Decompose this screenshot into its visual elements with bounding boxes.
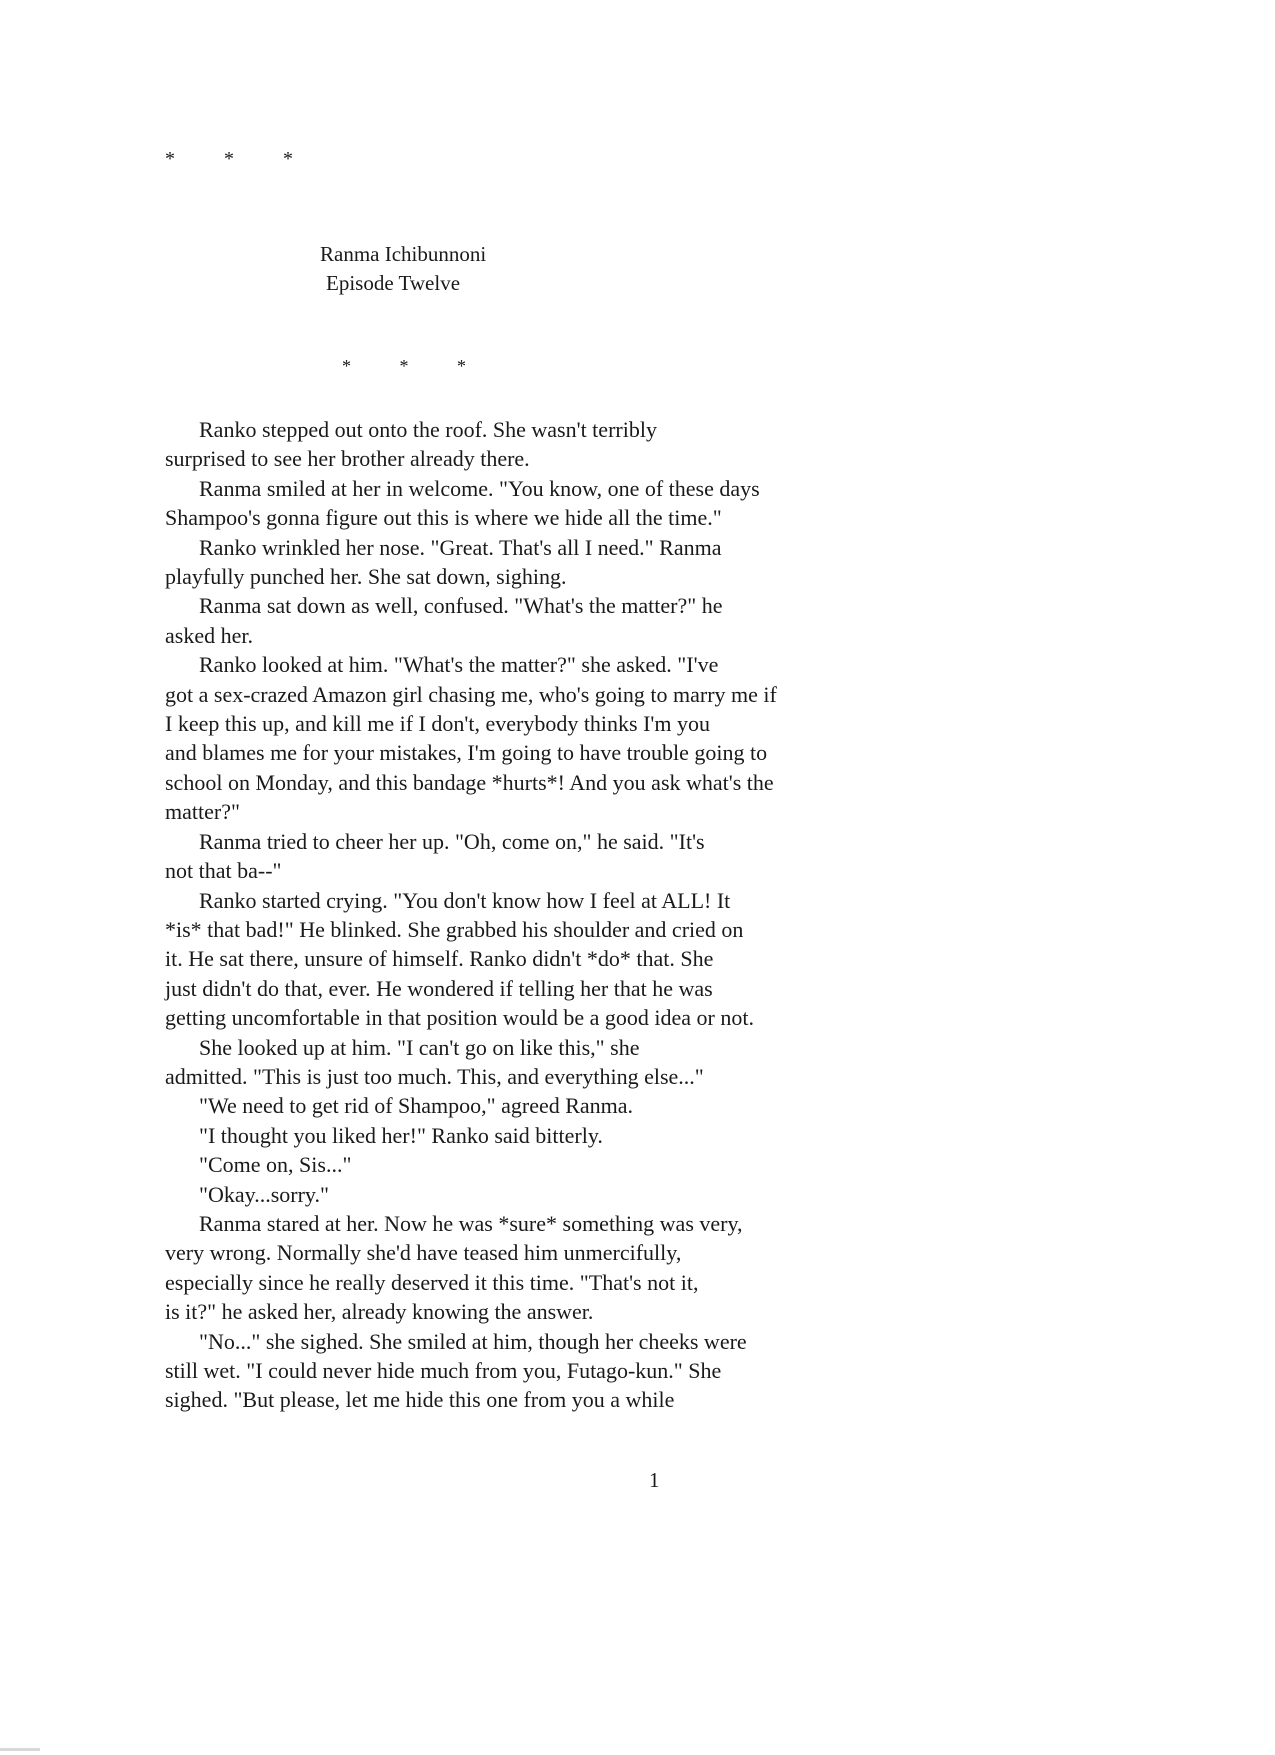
separator-mid: * * * — [342, 356, 488, 376]
story-body — [165, 415, 885, 1415]
body-line: just didn't do that, ever. He wondered if telling her that he was — [165, 975, 713, 1001]
body-line: school on Monday, and this bandage *hurts*! And you ask what's the — [165, 769, 774, 795]
title-block — [320, 240, 486, 298]
body-line: surprised to see her brother already there. — [165, 446, 530, 472]
scan-edge-mark — [0, 1748, 40, 1751]
title-line-1: Ranma Ichibunnoni — [320, 242, 487, 266]
title-line-2: Episode Twelve — [326, 271, 461, 295]
body-line: "No..." she sighed. She smiled at him, though her cheeks were — [199, 1328, 747, 1354]
body-line: getting uncomfortable in that position would be a good idea or not. — [165, 1005, 754, 1031]
body-line: Ranko started crying. "You don't know how I feel at ALL! It — [199, 887, 731, 913]
body-line: got a sex-crazed Amazon girl chasing me, who's going to marry me if — [165, 681, 777, 707]
body-line: still wet. "I could never hide much from you, Futago-kun." She — [165, 1358, 722, 1383]
body-line: asked her. — [165, 622, 253, 648]
body-line: "We need to get rid of Shampoo," agreed Ranma. — [199, 1093, 634, 1119]
body-line: Ranma sat down as well, confused. "What's the matter?" he — [199, 593, 723, 619]
body-line: very wrong. Normally she'd have teased him unmercifully, — [165, 1240, 682, 1266]
body-line: "Okay...sorry." — [199, 1181, 329, 1207]
body-line: Ranko stepped out onto the roof. She wasn't terribly — [199, 417, 657, 442]
body-line: it. He sat there, unsure of himself. Ranko didn't *do* that. She — [165, 946, 714, 972]
body-line: is it?" he asked her, already knowing the answer. — [165, 1299, 594, 1325]
page-number: 1 — [649, 1468, 660, 1492]
body-line: Ranma smiled at her in welcome. "You know, one of these days — [199, 475, 760, 501]
body-line: Ranma stared at her. Now he was *sure* something was very, — [199, 1210, 743, 1236]
body-line: Shampoo's gonna figure out this is where we hide all the time." — [165, 505, 722, 531]
separator-top: * * * — [165, 148, 315, 170]
body-line: not that ba--" — [165, 858, 282, 884]
body-line: "Come on, Sis..." — [199, 1152, 352, 1178]
body-line: *is* that bad!" He blinked. She grabbed his shoulder and cried on — [165, 916, 744, 942]
body-line: sighed. "But please, let me hide this one from you a while — [165, 1387, 675, 1413]
body-line: and blames me for your mistakes, I'm going to have trouble going to — [165, 740, 768, 766]
body-line: Ranko wrinkled her nose. "Great. That's all I need." Ranma — [199, 534, 722, 560]
body-line: matter?" — [165, 799, 240, 825]
body-line: "I thought you liked her!" Ranko said bitterly. — [199, 1122, 603, 1148]
body-line: Ranko looked at him. "What's the matter?" she asked. "I've — [199, 652, 719, 678]
body-line: playfully punched her. She sat down, sighing. — [165, 564, 567, 590]
body-line: Ranma tried to cheer her up. "Oh, come on," he said. "It's — [199, 828, 705, 854]
body-line: admitted. "This is just too much. This, and everything else..." — [165, 1063, 704, 1089]
body-line: I keep this up, and kill me if I don't, everybody thinks I'm you — [165, 711, 711, 737]
body-line: especially since he really deserved it this time. "That's not it, — [165, 1269, 699, 1295]
body-line: She looked up at him. "I can't go on like this," she — [199, 1034, 640, 1060]
